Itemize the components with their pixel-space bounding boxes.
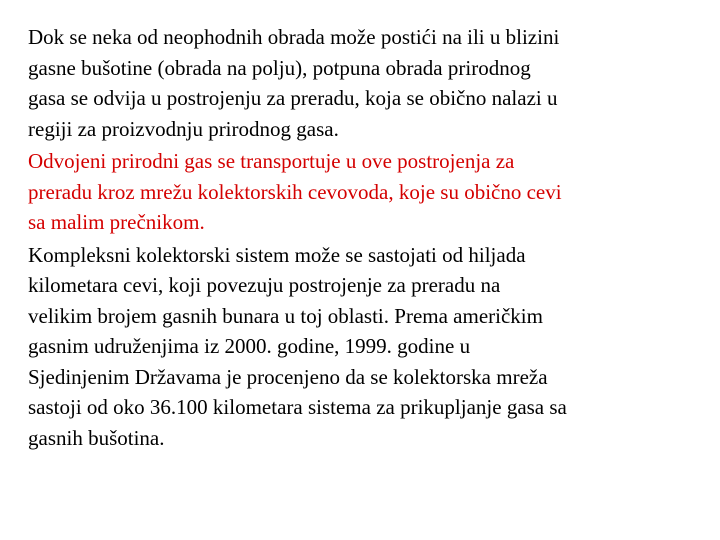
paragraph-field-processing: Dok se neka od neophodnih obrada može postići na ili u blizini gasne bušotine (obrada na polju), potpuna obrada prirodnog gasa se odvija u postrojenju za preradu, koja se obično nalazi u regiji za proizvodnju prirodnog gasa. [28, 25, 560, 141]
paragraph-gathering-pipelines: Odvojeni prirodni gas se transportuje u ove postrojenja za preradu kroz mrežu kolektorskih cevovoda, koje su obično cevi sa malim prečnikom. [28, 149, 562, 234]
paragraph-gathering-system: Kompleksni kolektorski sistem može se sastojati od hiljada kilometara cevi, koji povezuju postrojenje za preradu na velikim brojem gasnih bunara u toj oblasti. Prema američkim gasnim udruženjima iz 2000. godine, 1999. godine u Sjedinjenim Državama je procenjeno da se kolektorska mreža sastoji od oko 36.100 kilometara sistema za prikupljanje gasa sa gasnih bušotina. [28, 242, 567, 450]
slide-body [28, 22, 700, 453]
